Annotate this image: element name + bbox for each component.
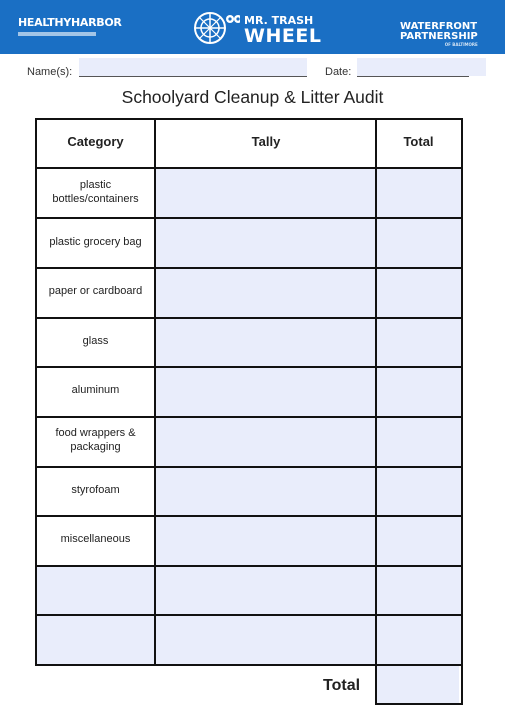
- table-row-border: [35, 664, 463, 666]
- category-label: bottles/containers: [52, 193, 139, 205]
- category-label: plastic: [79, 179, 112, 191]
- category-label: packaging: [70, 441, 121, 453]
- tally-cell[interactable]: [156, 169, 375, 217]
- table-row-border: [35, 267, 463, 269]
- tally-cell[interactable]: [156, 468, 375, 515]
- of-baltimore-text: OF BALTIMORE: [444, 42, 478, 47]
- category-row-8: [37, 532, 154, 546]
- category-row-1: [37, 178, 154, 206]
- header-total: Total: [403, 134, 434, 149]
- grand-total-border: [461, 664, 463, 705]
- tally-cell[interactable]: [156, 517, 375, 565]
- table-row-border: [35, 515, 463, 517]
- total-cell[interactable]: [377, 468, 461, 515]
- category-row-4: [37, 334, 154, 348]
- table-row-border: [35, 366, 463, 368]
- category-row-6: [37, 426, 154, 454]
- category-label: aluminum: [71, 384, 120, 396]
- category-label: plastic grocery bag: [49, 236, 142, 248]
- healthy-harbor-logo-text: HEALTHYHARBOR: [18, 16, 122, 29]
- category-row-2: [37, 235, 154, 249]
- partnership-text: PARTNERSHIP: [400, 31, 478, 42]
- healthy-harbor-logo: [18, 16, 122, 36]
- table-column-border: [375, 118, 377, 666]
- waterfront-partnership-logo: [400, 22, 478, 47]
- header-category: Category: [67, 134, 124, 149]
- table-row-border: [35, 317, 463, 319]
- tally-cell[interactable]: [156, 368, 375, 416]
- total-cell[interactable]: [377, 567, 461, 614]
- page-title: Schoolyard Cleanup & Litter Audit: [121, 87, 384, 107]
- logo-wheel-text: WHEEL: [244, 25, 322, 47]
- name-underline: [79, 76, 307, 77]
- healthy-harbor-tagline-bar: [18, 32, 96, 36]
- name-field[interactable]: [79, 58, 307, 76]
- table-column-border: [461, 118, 463, 666]
- name-label: Name(s):: [27, 66, 73, 78]
- tally-cell[interactable]: [156, 418, 375, 466]
- table-row-border: [35, 118, 463, 120]
- tally-cell[interactable]: [156, 616, 375, 664]
- header-banner: [0, 0, 505, 54]
- date-field[interactable]: [357, 58, 486, 76]
- total-cell[interactable]: [377, 368, 461, 416]
- table-column-border: [154, 118, 156, 666]
- total-cell[interactable]: [377, 319, 461, 366]
- tally-cell[interactable]: [156, 219, 375, 267]
- grand-total-label: Total: [323, 677, 361, 694]
- total-cell[interactable]: [377, 517, 461, 565]
- category-row-5: [37, 383, 154, 397]
- trash-wheel-icon: [192, 10, 240, 46]
- category-label: food wrappers &: [55, 427, 136, 439]
- category-cell-blank[interactable]: [37, 616, 154, 664]
- table-row-border: [35, 614, 463, 616]
- category-row-7: [37, 483, 154, 497]
- category-label: glass: [82, 335, 109, 347]
- logo-mr-trash-text: MR. TRASH: [244, 14, 314, 27]
- grand-total-border: [375, 703, 463, 705]
- category-label: styrofoam: [71, 484, 120, 496]
- category-cell-blank[interactable]: [37, 567, 154, 614]
- waterfront-text: WATERFRONT: [400, 21, 478, 32]
- category-label: miscellaneous: [60, 533, 131, 545]
- table-row-border: [35, 466, 463, 468]
- mr-trash-wheel-logo: [192, 10, 322, 48]
- tally-cell[interactable]: [156, 567, 375, 614]
- category-row-3: [37, 284, 154, 298]
- tally-cell[interactable]: [156, 269, 375, 317]
- header-tally: Tally: [251, 134, 281, 149]
- total-cell[interactable]: [377, 418, 461, 466]
- tally-cell[interactable]: [156, 319, 375, 366]
- date-underline: [357, 76, 469, 77]
- date-label: Date:: [325, 66, 352, 78]
- table-row-border: [35, 416, 463, 418]
- category-label: paper or cardboard: [48, 285, 143, 297]
- total-cell[interactable]: [377, 169, 461, 217]
- total-cell[interactable]: [377, 616, 461, 664]
- table-column-border: [35, 118, 37, 666]
- total-cell[interactable]: [377, 219, 461, 267]
- total-cell[interactable]: [377, 269, 461, 317]
- table-row-border: [35, 167, 463, 169]
- grand-total-cell[interactable]: [377, 666, 459, 703]
- table-row-border: [35, 217, 463, 219]
- table-row-border: [35, 565, 463, 567]
- grand-total-border: [375, 664, 377, 705]
